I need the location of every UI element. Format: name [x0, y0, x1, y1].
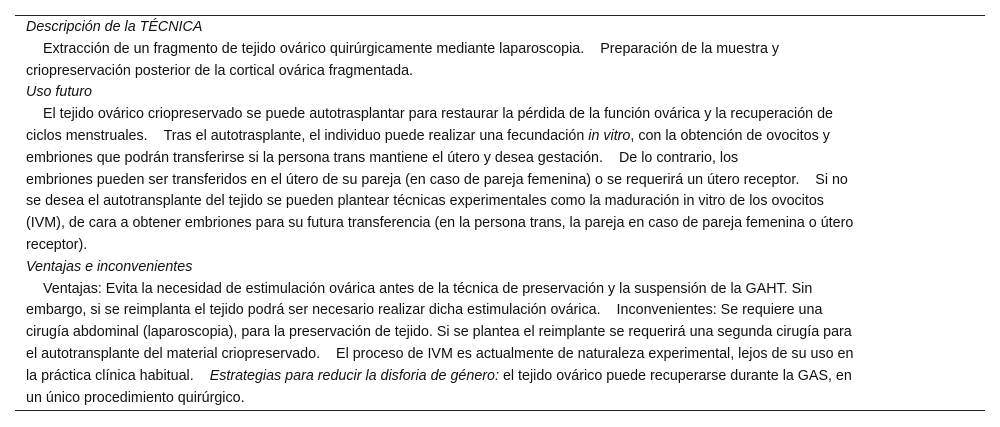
text-run: El tejido ovárico criopreservado se puede autotrasplantar para restaurar la pérdida de la función ovárica y la recuperación de — [43, 106, 833, 123]
text-line — [26, 300, 966, 322]
text-run: el tejido ovárico puede recuperarse durante la GAS, en — [498, 367, 852, 384]
text-run: Tras el autotrasplante, el individuo puede realizar una fecundación — [163, 127, 589, 144]
text-run: receptor). — [26, 236, 88, 253]
text-run: , con la obtención de ovocitos y — [630, 127, 830, 144]
section-paragraph — [26, 39, 966, 83]
text-line — [26, 61, 966, 83]
text-line — [26, 322, 966, 344]
text-run: ciclos menstruales. — [26, 127, 148, 144]
text-run: Inconvenientes: Se requiere una — [616, 302, 823, 319]
text-line — [26, 344, 966, 366]
text-run: embargo, si se reimplanta el tejido podrá ser necesario realizar dicha estimulación ovárica. — [26, 302, 601, 319]
text-run: el autotransplante del material criopreservado. — [26, 345, 321, 362]
text-line — [26, 39, 966, 61]
section-paragraph — [26, 104, 966, 257]
text-run: embriones que podrán transferirse si la persona trans mantiene el útero y desea gestación. — [26, 149, 603, 166]
italic-text: Estrategias para reducir la disforia de género: — [209, 367, 499, 384]
section-heading: Descripción de la TÉCNICA — [26, 19, 203, 35]
text-line — [26, 104, 966, 126]
text-run: Preparación de la muestra y — [600, 40, 780, 57]
technique-table — [26, 17, 966, 409]
text-run: El proceso de IVM es actualmente de naturaleza experimental, lejos de su uso en — [336, 345, 854, 362]
text-run: Si no — [815, 171, 848, 188]
section-heading: Uso futuro — [26, 84, 92, 101]
table-bottom-rule — [15, 410, 985, 411]
section-descripcion — [26, 17, 966, 82]
text-run: un único procedimiento quirúrgico. — [26, 389, 245, 406]
section-uso-futuro — [26, 82, 966, 256]
text-line — [26, 235, 966, 257]
text-run: De lo contrario, los — [618, 149, 739, 166]
text-run: la práctica clínica habitual. — [26, 367, 194, 384]
section-ventajas — [26, 257, 966, 410]
text-line — [26, 126, 966, 148]
text-line — [26, 279, 966, 301]
text-line — [26, 148, 966, 170]
text-line — [26, 213, 966, 235]
section-heading: Ventajas e inconvenientes — [26, 258, 193, 275]
text-run: se desea el autotransplante del tejido se pueden plantear técnicas experimentales como la maduración in vitro de los ovocitos — [26, 193, 824, 210]
text-line — [26, 366, 966, 388]
text-line — [26, 191, 966, 213]
text-line — [26, 170, 966, 192]
text-run: embriones pueden ser transferidos en el útero de su pareja (en caso de pareja femenina) o se requerirá un útero receptor. — [26, 171, 800, 188]
text-run: Ventajas: Evita la necesidad de estimulación ovárica antes de la técnica de preservación y la suspensión de la GAHT. Sin — [43, 280, 813, 297]
text-run: cirugía abdominal (laparoscopia), para la preservación de tejido. Si se plantea el reimplante se requerirá una segunda cirugía para — [26, 324, 852, 341]
text-line — [26, 388, 966, 410]
text-run: (IVM), de cara a obtener embriones para su futura transferencia (en la persona trans, la pareja en caso de pareja femenina o útero — [26, 215, 854, 232]
text-run: Extracción de un fragmento de tejido ovárico quirúrgicamente mediante laparoscopia. — [43, 40, 585, 57]
text-run: criopreservación posterior de la cortical ovárica fragmentada. — [26, 62, 413, 79]
italic-text: in vitro — [588, 127, 631, 144]
table-top-rule — [15, 15, 985, 16]
section-paragraph — [26, 279, 966, 410]
